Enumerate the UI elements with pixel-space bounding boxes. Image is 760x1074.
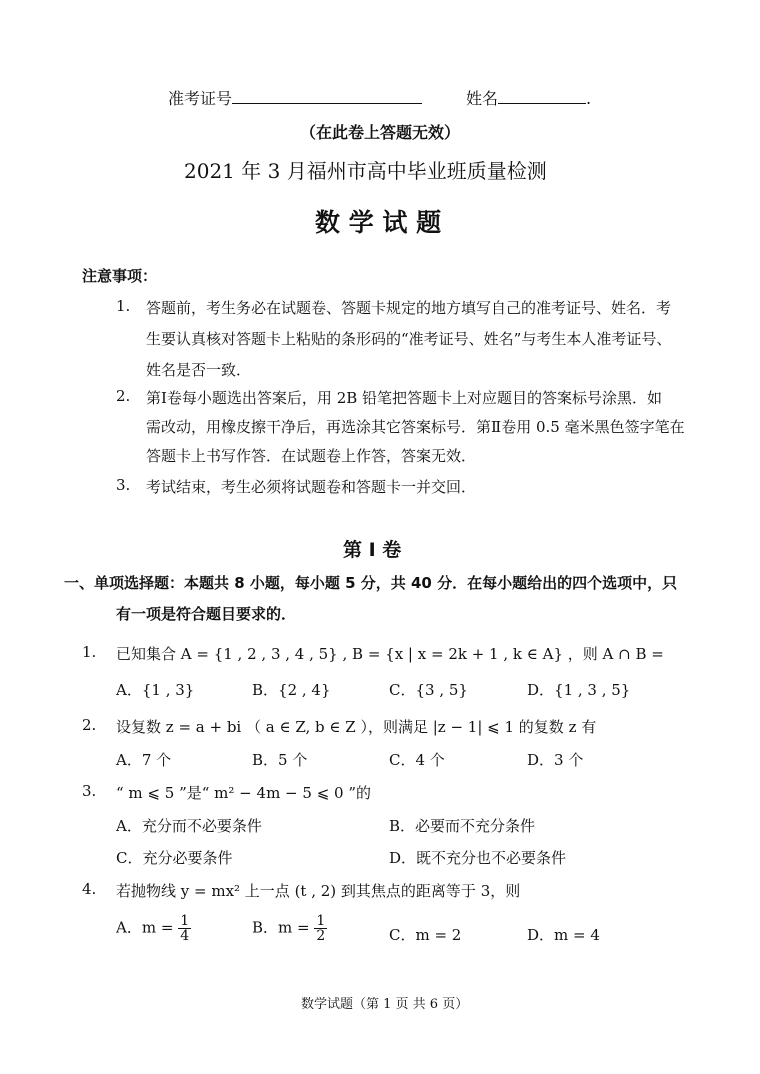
option-b: [252, 914, 327, 943]
question-number: 3.: [82, 782, 97, 800]
question-stem: 已知集合 A = {1 , 2 , 3 , 4 , 5} , B = {x | x = 2k + 1 , k ∈ A} ，则 A ∩ B =: [116, 645, 664, 663]
name-field: [466, 86, 591, 109]
option-a: A．充分而不必要条件: [116, 817, 262, 835]
fraction-denominator: 2: [316, 928, 326, 944]
fraction: [178, 914, 191, 943]
fraction: [314, 914, 327, 943]
question-number: 4.: [82, 880, 97, 898]
instructions-heading: 注意事项：: [82, 267, 158, 285]
option-b: B．必要而不充分条件: [389, 817, 536, 835]
question-number: 2.: [82, 716, 97, 734]
exam-id-field: [168, 86, 422, 109]
part-heading-line1: 一、单项选择题：本题共 8 小题，每小题 5 分，共 40 分．在每小题给出的四个选项中，只: [64, 574, 678, 592]
option-d: D．3 个: [527, 751, 584, 769]
instruction-line: 考试结束，考生必须将试题卷和答题卡一并交回．: [146, 478, 477, 496]
option-c: C．充分必要条件: [116, 849, 233, 867]
instruction-line: 答题卡上书写作答．在试题卷上作答，答案无效．: [146, 447, 477, 465]
question-stem: “ m ⩽ 5 ”是“ m² − 4m − 5 ⩽ 0 ”的: [116, 784, 372, 802]
fraction-numerator: 1: [316, 913, 326, 929]
question-stem: 若抛物线 y = mx² 上一点 (t , 2) 到其焦点的距离等于 3，则: [116, 882, 521, 900]
name-blank: [498, 87, 586, 104]
instruction-line: 第Ⅰ卷每小题选出答案后，用 2B 铅笔把答题卡上对应题目的答案标号涂黑．如: [146, 389, 663, 407]
option-a: A．{1 , 3}: [116, 681, 195, 699]
option-c: C．4 个: [389, 751, 445, 769]
invalid-notice: （在此卷上答题无效）: [300, 123, 461, 142]
option-d: D．既不充分也不必要条件: [389, 849, 567, 867]
exam-id-label: 准考证号: [168, 89, 233, 108]
option-b-prefix: B．m =: [252, 918, 310, 937]
option-a: A．7 个: [116, 751, 172, 769]
section-title: 第 Ⅰ 卷: [343, 539, 402, 561]
exam-title: 2021 年 3 月福州市高中毕业班质量检测: [184, 159, 547, 183]
question-stem: 设复数 z = a + bi （ a ∈ Z, b ∈ Z ），则满足 |z − 1| ⩽ 1 的复数 z 有: [116, 718, 597, 736]
fraction-denominator: 4: [180, 928, 190, 944]
instruction-line: 姓名是否一致．: [146, 361, 252, 379]
option-a-prefix: A．m =: [116, 918, 174, 937]
part-heading-line2: 有一项是符合题目要求的．: [116, 605, 297, 623]
fraction-numerator: 1: [180, 913, 190, 929]
subject-title: 数 学 试 题: [315, 208, 442, 237]
instruction-num: 3.: [116, 476, 131, 494]
option-b: B．{2 , 4}: [252, 681, 331, 699]
instruction-num: 2.: [116, 387, 131, 405]
question-number: 1.: [82, 643, 97, 661]
option-d: D．m = 4: [527, 926, 600, 944]
name-end: .: [586, 89, 592, 108]
page-footer: 数学试题（第 1 页 共 6 页）: [301, 997, 469, 1012]
instruction-line: 生要认真核对答题卡上粘贴的条形码的“准考证号、姓名”与考生本人准考证号、: [146, 330, 672, 348]
option-d: D．{1 , 3 , 5}: [527, 681, 631, 699]
option-c: C．{3 , 5}: [389, 681, 468, 699]
instruction-line: 需改动，用橡皮擦干净后，再选涂其它答案标号．第Ⅱ卷用 0.5 毫米黑色签字笔在: [146, 418, 685, 436]
option-a: [116, 914, 191, 943]
instruction-num: 1.: [116, 297, 131, 315]
instruction-line: 答题前，考生务必在试题卷、答题卡规定的地方填写自己的准考证号、姓名．考: [146, 299, 672, 317]
name-label: 姓名: [466, 89, 499, 108]
option-b: B．5 个: [252, 751, 308, 769]
exam-id-blank: [232, 87, 422, 104]
option-c: C．m = 2: [389, 926, 462, 944]
